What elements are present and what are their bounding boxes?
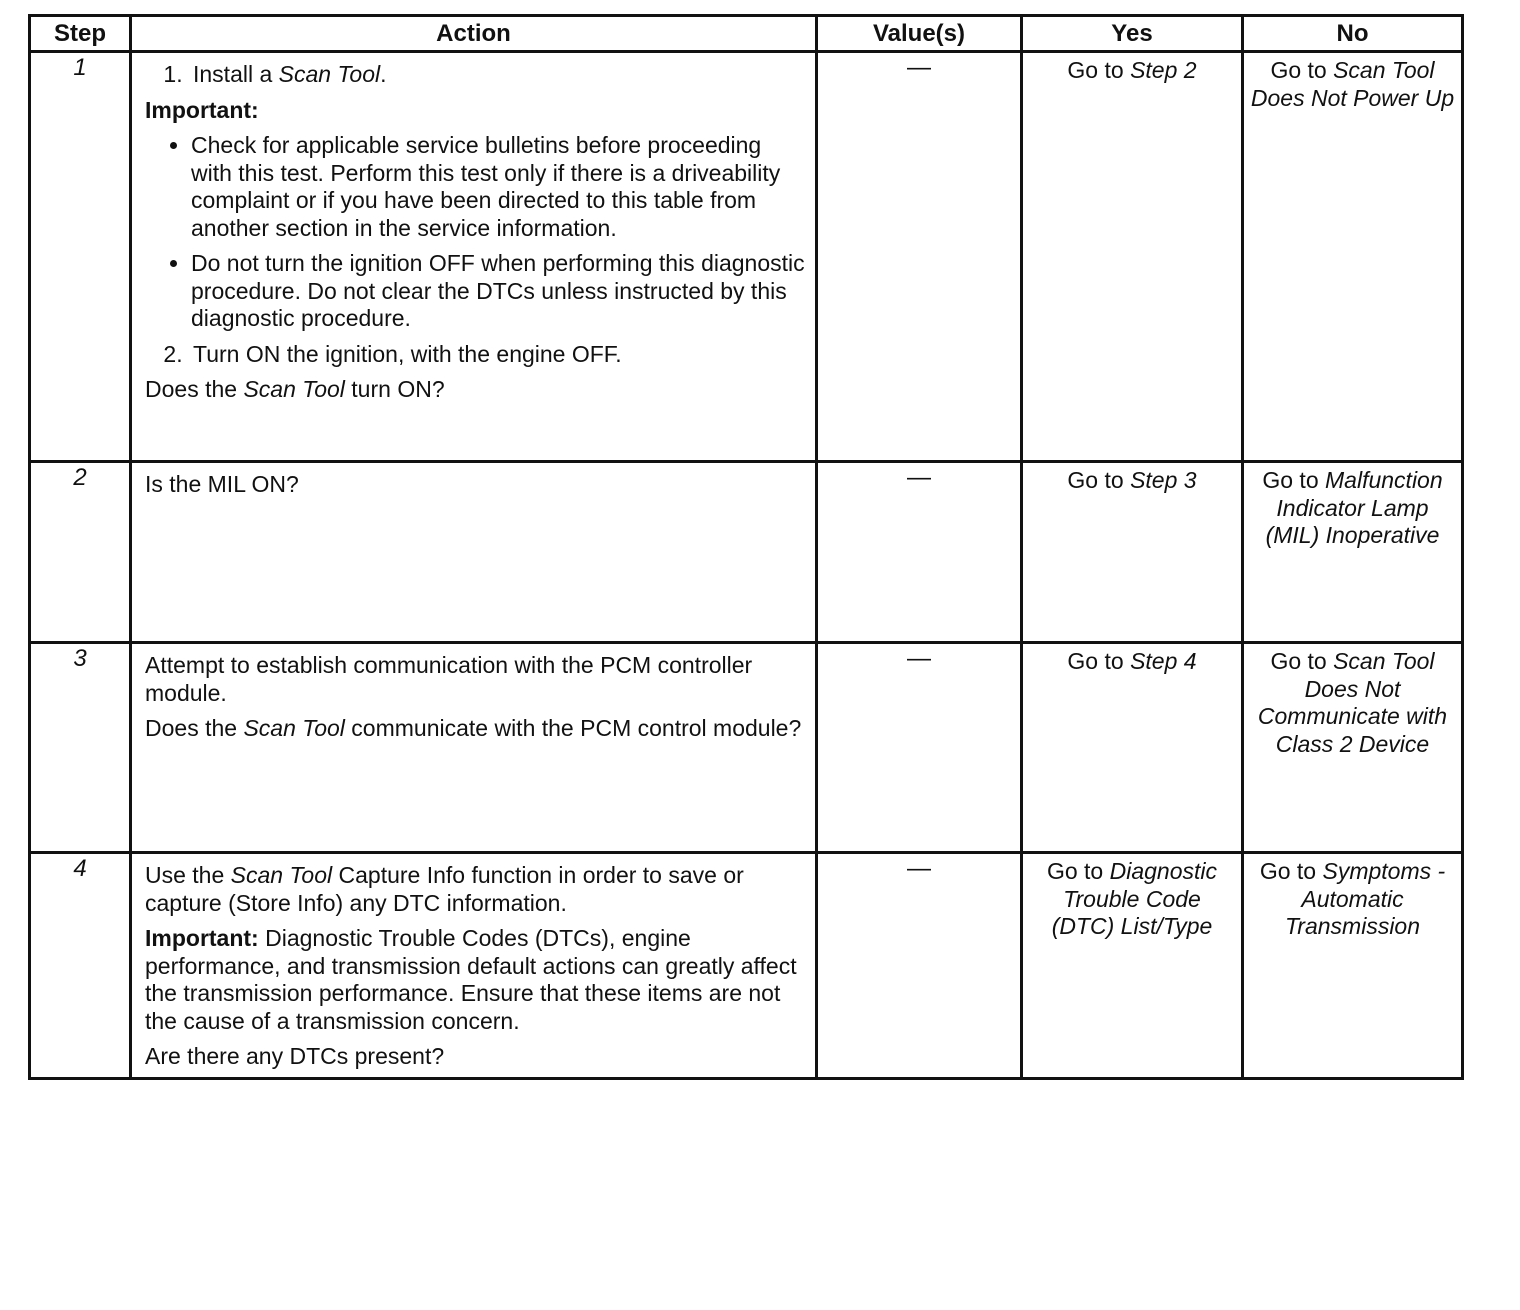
value-cell: —	[817, 853, 1022, 1079]
action-step-item: 1. Install a Scan Tool.	[189, 61, 805, 89]
no-cell: Go to Scan Tool Does Not Communicate with Class 2 Device	[1243, 643, 1463, 853]
action-cell	[131, 462, 817, 643]
step-number: 4	[30, 853, 131, 1079]
value-cell: —	[817, 52, 1022, 462]
no-target: Scan Tool Does Not Power Up	[1250, 57, 1455, 111]
yes-cell: Go to Step 4	[1022, 643, 1243, 853]
important-note: Important: Diagnostic Trouble Codes (DTCs), engine performance, and transmission default actions can greatly affect the transmission performance. Ensure that these items are not the cause of a transmission concern.	[145, 925, 797, 1034]
action-steps-list	[145, 341, 805, 369]
action-text: Attempt to establish communication with the PCM controller module.	[145, 652, 753, 706]
yes-cell: Go to Step 2	[1022, 52, 1243, 462]
diagnostic-table	[28, 14, 1464, 1080]
yes-target: Step 2	[1130, 57, 1197, 83]
table-row-step-2	[30, 462, 1463, 643]
header-action: Action	[131, 16, 817, 52]
table-row-step-1	[30, 52, 1463, 462]
no-cell: Go to Scan Tool Does Not Power Up	[1243, 52, 1463, 462]
action-text: Use the Scan Tool Capture Info function in order to save or capture (Store Info) any DTC information.	[145, 862, 744, 916]
bullet-item: • Do not turn the ignition OFF when performing this diagnostic procedure. Do not clear the DTCs unless instructed by this diagnostic procedure.	[191, 250, 805, 333]
action-question: Does the Scan Tool communicate with the PCM control module?	[145, 715, 802, 741]
table-row-step-3	[30, 643, 1463, 853]
important-bullets	[145, 132, 805, 333]
yes-cell: Go to Step 3	[1022, 462, 1243, 643]
important-label: Important:	[145, 96, 259, 123]
step-number: 1	[30, 52, 131, 462]
header-row	[30, 16, 1463, 52]
no-target: Scan Tool Does Not Communicate with Class 2 Device	[1257, 648, 1448, 757]
step-number: 3	[30, 643, 131, 853]
action-steps-list	[145, 61, 805, 89]
header-no: No	[1243, 16, 1463, 52]
no-target: Malfunction Indicator Lamp (MIL) Inoperative	[1265, 467, 1443, 548]
value-cell: —	[817, 462, 1022, 643]
header-yes: Yes	[1022, 16, 1243, 52]
header-step: Step	[30, 16, 131, 52]
no-cell: Go to Malfunction Indicator Lamp (MIL) Inoperative	[1243, 462, 1463, 643]
action-cell	[131, 643, 817, 853]
action-question: Are there any DTCs present?	[145, 1043, 445, 1069]
yes-target: Step 3	[1130, 467, 1197, 493]
no-cell: Go to Symptoms - Automatic Transmission	[1243, 853, 1463, 1079]
value-cell: —	[817, 643, 1022, 853]
action-question: Is the MIL ON?	[145, 471, 299, 497]
action-question: Does the Scan Tool turn ON?	[145, 376, 445, 402]
yes-target: Diagnostic Trouble Code (DTC) List/Type	[1051, 858, 1218, 939]
yes-target: Step 4	[1130, 648, 1197, 674]
no-target: Symptoms - Automatic Transmission	[1284, 858, 1446, 939]
yes-cell: Go to Diagnostic Trouble Code (DTC) List/Type	[1022, 853, 1243, 1079]
action-cell	[131, 52, 817, 462]
step-number: 2	[30, 462, 131, 643]
table-row-step-4	[30, 853, 1463, 1079]
action-cell	[131, 853, 817, 1079]
header-values: Value(s)	[817, 16, 1022, 52]
bullet-item: • Check for applicable service bulletins before proceeding with this test. Perform this test only if there is a driveability complaint or if you have been directed to this table from another section in the service information.	[191, 132, 805, 242]
action-step-item: 2. Turn ON the ignition, with the engine OFF.	[189, 341, 805, 369]
